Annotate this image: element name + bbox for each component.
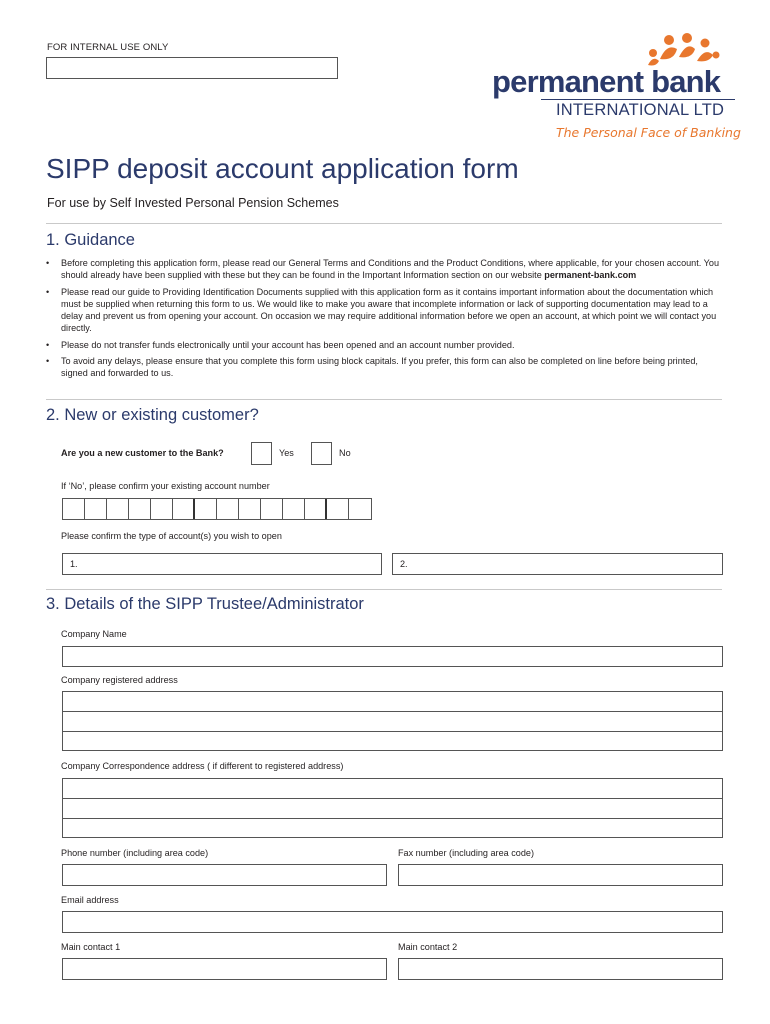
divider bbox=[46, 223, 722, 224]
account-type-prompt: Please confirm the type of account(s) you wish to open bbox=[61, 531, 282, 541]
no-label: No bbox=[339, 448, 351, 458]
main-contact-2-label: Main contact 2 bbox=[398, 942, 458, 952]
correspondence-address-label: Company Correspondence address ( if different to registered address) bbox=[61, 761, 344, 771]
email-field[interactable] bbox=[62, 911, 723, 933]
correspondence-address-field[interactable] bbox=[62, 778, 723, 838]
internal-use-label: FOR INTERNAL USE ONLY bbox=[47, 42, 169, 53]
existing-account-prompt: If ‘No’, please confirm your existing account number bbox=[61, 481, 270, 491]
company-name-label: Company Name bbox=[61, 629, 127, 639]
brand-tagline: The Personal Face of Banking bbox=[556, 125, 741, 140]
brand-divider bbox=[541, 99, 735, 100]
divider bbox=[46, 399, 722, 400]
guidance-text: Before completing this application form, please read our General Terms and Conditions and the Product Conditions, where applicable, for your chosen account. You should already have been supplied with these but they can be found in the Important Information section on our website bbox=[61, 258, 720, 281]
internal-use-field[interactable] bbox=[46, 57, 338, 79]
fax-field[interactable] bbox=[398, 864, 723, 886]
registered-address-label: Company registered address bbox=[61, 675, 178, 685]
field-number: 2. bbox=[400, 559, 408, 569]
main-contact-1-field[interactable] bbox=[62, 958, 387, 980]
divider bbox=[46, 589, 722, 590]
guidance-item bbox=[46, 257, 726, 281]
website-link[interactable]: permanent-bank.com bbox=[544, 270, 637, 281]
main-contact-2-field[interactable] bbox=[398, 958, 723, 980]
account-type-field-2[interactable] bbox=[392, 553, 723, 575]
section-heading-trustee: 3. Details of the SIPP Trustee/Administrator bbox=[46, 595, 364, 613]
brand-subtitle: INTERNATIONAL LTD bbox=[556, 101, 725, 119]
page-title: SIPP deposit account application form bbox=[46, 153, 519, 184]
yes-label: Yes bbox=[279, 448, 294, 458]
no-checkbox[interactable] bbox=[311, 442, 332, 465]
guidance-item: • Please do not transfer funds electronically until your account has been opened and an account number provided. bbox=[46, 339, 726, 351]
guidance-item: • To avoid any delays, please ensure that you complete this form using block capitals. If you prefer, this form can also be completed on line before being printed, signed and forwarded to us. bbox=[46, 355, 726, 379]
phone-label: Phone number (including area code) bbox=[61, 848, 209, 858]
page-subtitle: For use by Self Invested Personal Pension Schemes bbox=[47, 196, 339, 210]
section-heading-guidance: 1. Guidance bbox=[46, 231, 135, 249]
registered-address-field[interactable] bbox=[62, 691, 723, 751]
main-contact-1-label: Main contact 1 bbox=[61, 942, 121, 952]
company-name-field[interactable] bbox=[62, 646, 723, 667]
field-number: 1. bbox=[70, 559, 78, 569]
email-label: Email address bbox=[61, 895, 119, 905]
account-number-input[interactable] bbox=[62, 498, 372, 520]
section-heading-customer: 2. New or existing customer? bbox=[46, 406, 259, 424]
yes-checkbox[interactable] bbox=[251, 442, 272, 465]
new-customer-question: Are you a new customer to the Bank? bbox=[61, 448, 224, 458]
brand-name: permanent bank bbox=[492, 64, 721, 99]
guidance-list bbox=[46, 257, 726, 384]
guidance-item: • Please read our guide to Providing Identification Documents supplied with this application form as it contains important information about the documentation which must be supplied when returning this form to us. We would like to make you aware that incomplete information or lack of supporting documentation may lead to a delay and prevent us from opening your account. On occasion we may require additional information before we open an account, at which point we will contact you directly. bbox=[46, 286, 726, 335]
fax-label: Fax number (including area code) bbox=[398, 848, 534, 858]
account-type-field-1[interactable] bbox=[62, 553, 382, 575]
phone-field[interactable] bbox=[62, 864, 387, 886]
